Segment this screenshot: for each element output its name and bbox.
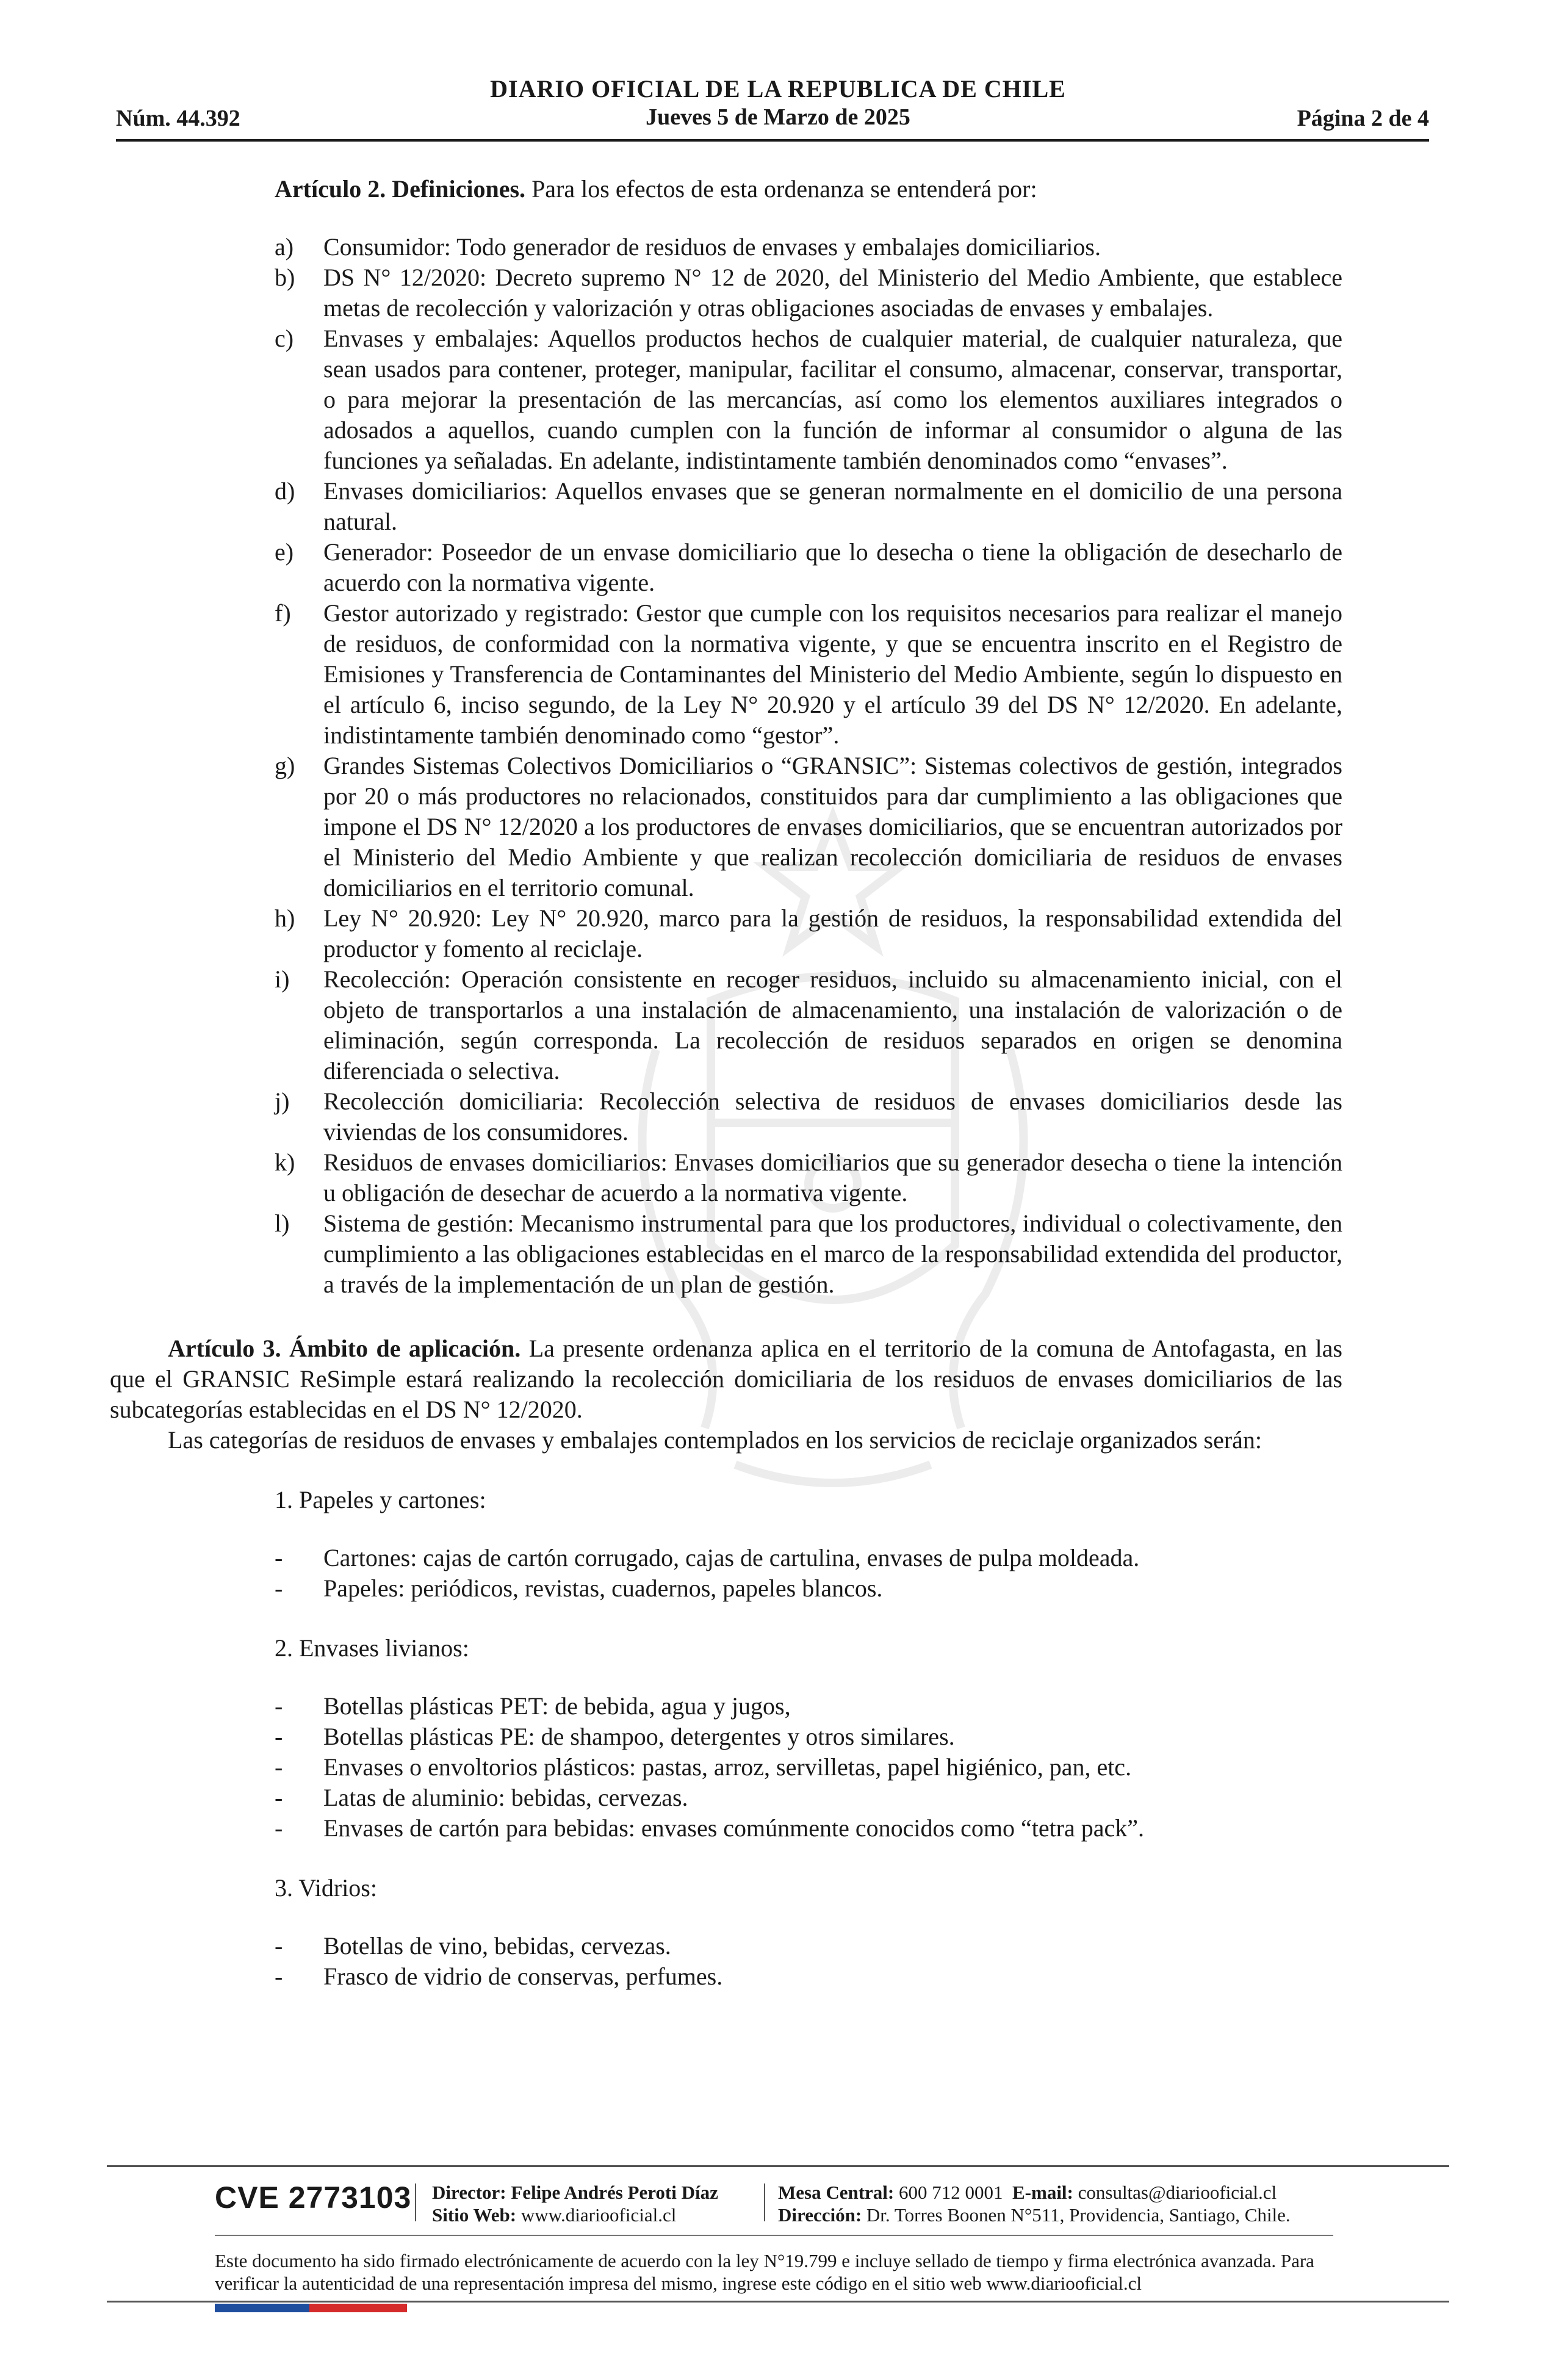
list-item — [217, 1691, 1342, 1722]
article-2-title: Artículo 2. Definiciones. — [275, 175, 526, 203]
definition-item — [217, 964, 1342, 1086]
director-name: Felipe Andrés Peroti Díaz — [511, 2182, 718, 2203]
definition-marker: f) — [275, 599, 291, 627]
list-item-text: Envases o envoltorios plásticos: pastas, arroz, servilletas, papel higiénico, pan, etc. — [323, 1753, 1132, 1781]
list-item-text: Frasco de vidrio de conservas, perfumes. — [323, 1963, 723, 1990]
header-divider — [116, 139, 1429, 142]
issue-number: Núm. 44.392 — [116, 106, 240, 131]
definition-marker: j) — [275, 1087, 290, 1115]
category-list-light-packaging — [217, 1691, 1342, 1844]
definition-item — [217, 903, 1342, 964]
definition-item — [217, 1086, 1342, 1147]
director-label: Director: — [432, 2182, 506, 2203]
email-link[interactable]: consultas@diariooficial.cl — [1078, 2182, 1277, 2203]
dash-bullet: - — [275, 1784, 283, 1811]
newspaper-title: DIARIO OFICIAL DE LA REPUBLICA DE CHILE — [490, 75, 1066, 103]
flag-blue-segment — [215, 2304, 309, 2312]
definition-item — [217, 1208, 1342, 1300]
definition-text: Residuos de envases domiciliarios: Envases domiciliarios que su generador desecha o tiene la intención u obligación de desechar de acuerdo a la normativa vigente. — [323, 1149, 1342, 1206]
footer-contact-block — [778, 2181, 1291, 2226]
footer-divider-middle — [215, 2235, 1333, 2236]
list-item — [217, 1813, 1342, 1844]
cve-code: CVE 2773103 — [215, 2180, 412, 2215]
definition-marker: b) — [275, 264, 295, 291]
article-3-paragraph — [110, 1333, 1342, 1425]
definition-marker: e) — [275, 538, 294, 566]
list-item — [217, 1543, 1342, 1573]
list-item-text: Envases de cartón para bebidas: envases comúnmente conocidos como “tetra pack”. — [323, 1814, 1145, 1842]
definition-text: Sistema de gestión: Mecanismo instrumental para que los productores, individual o colectivamente, den cumplimiento a las obligaciones establecidas en el marco de la responsabilidad extendida del productor, a través de la implementación de un plan de gestión. — [323, 1210, 1342, 1298]
dash-bullet: - — [275, 1753, 283, 1781]
definition-item — [217, 751, 1342, 903]
dash-bullet: - — [275, 1692, 283, 1720]
list-item — [217, 1722, 1342, 1752]
dash-bullet: - — [275, 1544, 283, 1571]
page-indicator: Página 2 de 4 — [1297, 106, 1429, 131]
address-label: Dirección: — [778, 2204, 862, 2226]
definition-marker: c) — [275, 325, 294, 352]
definition-text: Envases domiciliarios: Aquellos envases que se generan normalmente en el domicilio de una persona natural. — [323, 477, 1342, 535]
definition-marker: g) — [275, 752, 295, 779]
article-2-intro-text: Para los efectos de esta ordenanza se entenderá por: — [525, 175, 1037, 203]
definition-marker: h) — [275, 904, 295, 932]
definition-text: Consumidor: Todo generador de residuos de envases y embalajes domiciliarios. — [323, 233, 1101, 261]
list-item-text: Cartones: cajas de cartón corrugado, cajas de cartulina, envases de pulpa moldeada. — [323, 1544, 1140, 1571]
dash-bullet: - — [275, 1932, 283, 1960]
site-label: Sitio Web: — [432, 2204, 517, 2226]
list-item-text: Latas de aluminio: bebidas, cervezas. — [323, 1784, 688, 1811]
definition-text: Generador: Poseedor de un envase domiciliario que lo desecha o tiene la obligación de desecharlo de acuerdo con la normativa vigente. — [323, 538, 1342, 596]
footer-director-block — [432, 2181, 718, 2226]
definition-text: DS N° 12/2020: Decreto supremo N° 12 de 2020, del Ministerio del Medio Ambiente, que establece metas de recolección y valorización y otras obligaciones asociadas de envases y embalajes. — [323, 264, 1342, 322]
footer-divider-top — [107, 2165, 1449, 2167]
article-3-categories-intro: Las categorías de residuos de envases y embalajes contemplados en los servicios de reciclaje organizados serán: — [168, 1426, 1262, 1454]
category-list-paper — [217, 1543, 1342, 1604]
definition-marker: a) — [275, 233, 294, 261]
issue-date: Jueves 5 de Marzo de 2025 — [646, 104, 910, 130]
definition-text: Ley N° 20.920: Ley N° 20.920, marco para la gestión de residuos, la responsabilidad extendida del productor y fomento al reciclaje. — [323, 904, 1342, 962]
definition-marker: k) — [275, 1149, 295, 1176]
definition-text: Recolección domiciliaria: Recolección selectiva de residuos de envases domiciliarios desde las viviendas de los consumidores. — [323, 1087, 1342, 1145]
footer-divider-bottom — [107, 2301, 1449, 2302]
category-list-glass — [217, 1931, 1342, 1992]
definition-marker: l) — [275, 1210, 290, 1237]
dash-bullet: - — [275, 1814, 283, 1842]
site-link[interactable]: www.diariooficial.cl — [520, 2204, 677, 2226]
article-2-intro — [217, 174, 1342, 204]
article-3-title: Artículo 3. Ámbito de aplicación. — [168, 1335, 521, 1362]
category-heading-glass: 3. Vidrios: — [275, 1874, 377, 1902]
flag-red-segment — [309, 2304, 407, 2312]
category-heading-paper: 1. Papeles y cartones: — [275, 1486, 486, 1513]
definition-text: Envases y embalajes: Aquellos productos hechos de cualquier material, de cualquier naturaleza, que sean usados para contener, proteger, manipular, facilitar el consumo, almacenar, conservar, transportar, o para mejorar la presentación de las mercancías, así como los elementos auxiliares integrados o adosados a aquellos, cuando cumplen con la función de informar al consumidor o alguna de las funciones ya señaladas. En adelante, indistintamente también denominados como “envases”. — [323, 325, 1342, 474]
list-item-text: Botellas de vino, bebidas, cervezas. — [323, 1932, 671, 1960]
phone-number: 600 712 0001 — [899, 2182, 1003, 2203]
article-3-text: La presente ordenanza aplica en el territorio de la comuna de Antofagasta, en las que el GRANSIC ReSimple estará realizando la recolección domiciliaria de los residuos de envases domiciliarios de las subcategorías establecidas en el DS N° 12/2020. — [110, 1335, 1342, 1423]
list-item-text: Papeles: periódicos, revistas, cuadernos, papeles blancos. — [323, 1574, 883, 1602]
phone-label: Mesa Central: — [778, 2182, 895, 2203]
dash-bullet: - — [275, 1963, 283, 1990]
definition-item — [217, 262, 1342, 323]
list-item — [217, 1783, 1342, 1813]
electronic-signature-notice: Este documento ha sido firmado electrónicamente de acuerdo con la ley N°19.799 e incluye sellado de tiempo y firma electrónica avanzada. Para verificar la autenticidad de una representación impresa del mismo, ingrese este código en el sitio web www.diariooficial.cl — [215, 2250, 1314, 2294]
document-body — [110, 174, 1342, 1992]
definition-text: Gestor autorizado y registrado: Gestor que cumple con los requisitos necesarios para realizar el manejo de residuos, de conformidad con la normativa vigente, y que se encuentra inscrito en el Registro de Emisiones y Transferencia de Contaminantes del Ministerio del Medio Ambiente, según lo dispuesto en el artículo 6, inciso segundo, de la Ley N° 20.920 y el artículo 39 del DS N° 12/2020. En adelante, indistintamente también denominado como “gestor”. — [323, 599, 1342, 749]
footer-separator — [764, 2183, 765, 2221]
list-item-text: Botellas plásticas PE: de shampoo, detergentes y otros similares. — [323, 1723, 955, 1750]
definition-item — [217, 1147, 1342, 1208]
definition-text: Grandes Sistemas Colectivos Domiciliarios o “GRANSIC”: Sistemas colectivos de gestión, integrados por 20 o más productores no relacionados, constituidos para dar cumplimiento a las obligaciones que impone el DS N° 12/2020 a los productores de envases domiciliarios, que se encuentran autorizados por el Ministerio del Medio Ambiente y que realizan recolección domiciliaria de residuos de envases domiciliarios en el territorio comunal. — [323, 752, 1342, 901]
definition-marker: d) — [275, 477, 295, 505]
footer-separator — [415, 2183, 416, 2221]
definition-item — [217, 323, 1342, 476]
list-item — [217, 1931, 1342, 1961]
address-text: Dr. Torres Boonen N°511, Providencia, Santiago, Chile. — [866, 2204, 1291, 2226]
list-item — [217, 1752, 1342, 1783]
definition-item — [217, 598, 1342, 751]
definition-item — [217, 537, 1342, 598]
dash-bullet: - — [275, 1723, 283, 1750]
list-item-text: Botellas plásticas PET: de bebida, agua y jugos, — [323, 1692, 791, 1720]
definition-item — [217, 476, 1342, 537]
definition-text: Recolección: Operación consistente en recoger residuos, incluido su almacenamiento inicial, con el objeto de transportarlos a una instalación de almacenamiento, una instalación de valorización o de eliminación, según corresponda. La recolección de residuos separados en origen se denomina diferenciada o selectiva. — [323, 965, 1342, 1084]
email-label: E-mail: — [1012, 2182, 1073, 2203]
definition-marker: i) — [275, 965, 290, 993]
definitions-list — [217, 232, 1342, 1300]
flag-stripe — [215, 2304, 407, 2312]
dash-bullet: - — [275, 1574, 283, 1602]
definition-item — [217, 232, 1342, 262]
category-heading-light-packaging: 2. Envases livianos: — [275, 1634, 469, 1662]
list-item — [217, 1573, 1342, 1604]
list-item — [217, 1961, 1342, 1992]
